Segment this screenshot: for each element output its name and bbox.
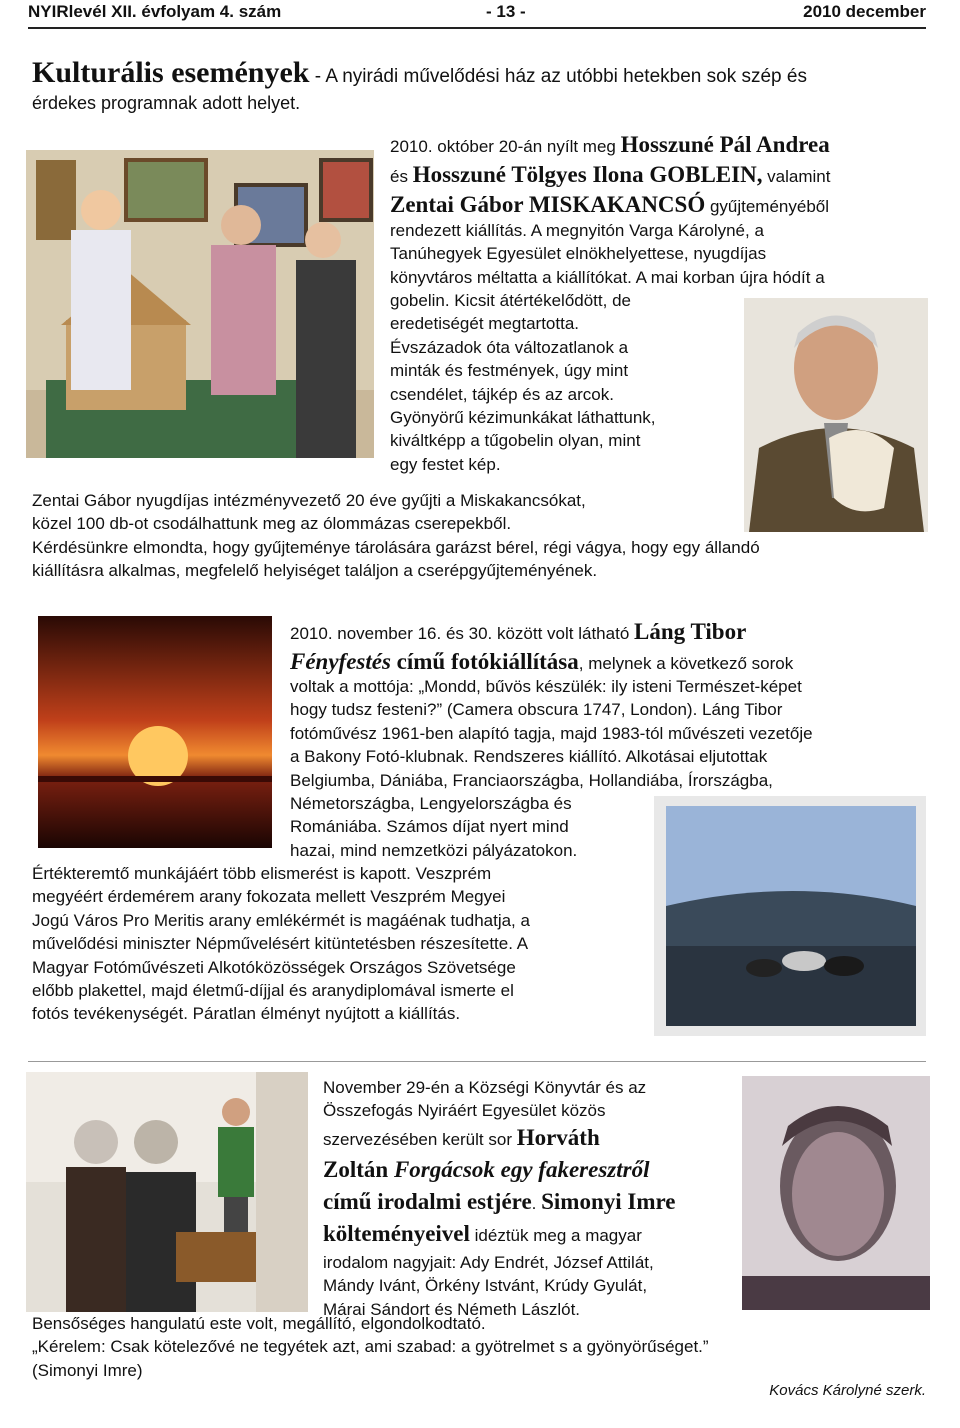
article2-line: a Bakony Fotó-klubnak. Rendszeres kiállító. Alkotásai eljutottak	[290, 747, 768, 767]
article3-body	[323, 1076, 727, 1321]
poet-portrait-photo	[742, 1076, 930, 1310]
exhibitor-name: Hosszuné Tölgyes Ilona GOBLEIN,	[412, 162, 763, 187]
exhibition-type: című fotókiállítása	[390, 649, 579, 674]
section-intro	[32, 58, 926, 92]
article3-text: idéztük meg a magyar	[469, 1225, 642, 1245]
intro-text-line2: érdekes programnak adott helyet.	[32, 93, 301, 113]
article1-line: Gyönyörű kézimunkákat láthattunk,	[390, 408, 656, 428]
sunset-photo	[38, 616, 272, 848]
article1-body	[390, 219, 926, 289]
article2-line: előbb plakettel, majd életmű-díjjal és aranydiplomával ismerte el	[32, 981, 514, 1001]
article2-text: , melynek a következő sorok	[578, 654, 794, 673]
article1-line: egy festet kép.	[390, 454, 501, 474]
article2-line: fotós tevékenységét. Páratlan élményt nyújtott a kiállítás.	[32, 1004, 461, 1024]
article2-lead	[290, 618, 926, 678]
article2-line: voltak a mottója: „Mondd, bűvös készülék: ily isteni Természet-képet	[290, 677, 802, 696]
poet-name: Simonyi Imre	[541, 1188, 676, 1214]
article2-body-narrow	[290, 792, 640, 862]
article2-line: Belgiumba, Dániába, Franciaországba, Hollandiába, Írországba,	[290, 770, 773, 790]
article1-closing-wide	[32, 536, 926, 583]
work-title: Forgácsok egy fakeresztről	[393, 1156, 650, 1182]
article3-line: Márai Sándort és Németh Lászlót.	[323, 1299, 581, 1319]
editor-signature: Kovács Károlyné szerk.	[769, 1382, 926, 1399]
article3-text: .	[531, 1193, 542, 1213]
article2-line: fotóművész 1961-ben alapító tagja, majd 1983-tól művészeti vezetője	[290, 723, 813, 743]
article2-line: Értékteremtő munkájáért több elismerést is kapott. Veszprém	[32, 864, 492, 883]
collector-name: Zentai Gábor MISKAKANCSÓ	[390, 192, 706, 217]
article1-body-narrow	[390, 289, 728, 476]
article3-text: szervezésében került sor	[323, 1129, 517, 1149]
article1-line: kiváltképp a tűgobelin olyan, mint	[390, 431, 641, 451]
article1-line: Kérdésünkre elmondta, hogy gyűjteménye tárolására garázst bérel, régi vágya, hogy egy állandó	[32, 538, 760, 557]
poet-works: költeményeivel	[323, 1220, 470, 1246]
article1-text: gyűjteményéből	[705, 197, 830, 216]
header-divider	[28, 27, 926, 29]
article2-line: Németországba, Lengyelországba és	[290, 794, 572, 813]
quote-attribution: (Simonyi Imre)	[32, 1360, 143, 1380]
article1-line: Tanúhegyek Egyesület elnökhelyettese, nyugdíjas	[390, 244, 767, 264]
article1-line: kiállításra alkalmas, megfelelő helyiséget találjon a cserépgyűjteményének.	[32, 561, 598, 581]
article3-line	[323, 1219, 727, 1251]
article3-line: Mándy Ivánt, Örkény Istvánt, Krúdy Gyulát,	[323, 1276, 648, 1296]
exhibition-title: Fényfestés	[290, 649, 391, 674]
article2-line: Romániába. Számos díjat nyert mind	[290, 817, 569, 837]
intro-text: - A nyirádi művelődési ház az utóbbi hetekben sok szép és	[309, 66, 807, 87]
page-header	[28, 0, 926, 26]
article3-line	[323, 1155, 727, 1187]
article2-line: hazai, mind nemzetközi pályázatokon.	[290, 840, 578, 860]
article1-line: minták és festmények, úgy mint	[390, 361, 629, 381]
horses-photo	[654, 796, 926, 1036]
article1-line: rendezett kiállítás. A megnyitón Varga Károlyné, a	[390, 221, 764, 240]
article1-text: 2010. október 20-án nyílt meg	[390, 137, 621, 156]
article1-line: eredetiségét megtartotta.	[390, 314, 580, 334]
exhibitor-name: Hosszuné Pál Andrea	[620, 132, 830, 157]
article1-line: gobelin. Kicsit átértékelődött, de	[390, 291, 631, 310]
article1-line: Évszázadok óta változatlanok a	[390, 337, 629, 357]
article2-line: hogy tudsz festeni?” (Camera obscura 1747, London). Láng Tibor	[290, 700, 783, 720]
section-title: Kulturális események	[32, 56, 310, 89]
article1-line: Zentai Gábor nyugdíjas intézményvezető 20 éve gyűjti a Miskakancsókat,	[32, 491, 586, 510]
article1-closing	[32, 489, 728, 536]
article1-line: csendélet, tájkép és az arcok.	[390, 384, 614, 404]
article1-text: és	[390, 167, 413, 186]
photographer-name: Láng Tibor	[634, 619, 747, 644]
article1-text: valamint	[762, 167, 831, 186]
header-page-number: - 13 -	[486, 2, 526, 21]
article2-body-lower	[32, 862, 636, 1026]
article3-line: Összefogás Nyiráért Egyesület közös	[323, 1101, 606, 1121]
section-divider	[28, 1061, 926, 1062]
author-name: Horváth	[516, 1124, 600, 1150]
article1-line: könyvtáros méltatta a kiállítókat. A mai korban újra hódít a	[390, 267, 825, 287]
article2-line: Magyar Fotóművészeti Alkotóközösségek Országos Szövetsége	[32, 957, 516, 977]
collector-photo	[744, 298, 928, 532]
article3-line: Bensőséges hangulatú este volt, megállító, elgondolkodtató.	[32, 1314, 486, 1333]
author-name: Zoltán	[323, 1156, 394, 1182]
article3-closing	[32, 1312, 926, 1382]
article1-line: közel 100 db-ot csodálhattunk meg az ólommázas cserepekből.	[32, 514, 512, 534]
exhibition-opening-photo	[26, 150, 374, 458]
article2-body	[290, 675, 926, 792]
literary-evening-photo	[26, 1072, 308, 1312]
article3-line	[323, 1123, 727, 1155]
article2-line: Jogú Város Pro Meritis arany emlékérmét is magáénak tudhatja, a	[32, 910, 530, 930]
article1-lead	[390, 131, 926, 221]
header-publication: NYIRlevél XII. évfolyam 4. szám	[28, 2, 282, 21]
article3-line: irodalom nagyjait: Ady Endrét, József Attilát,	[323, 1252, 654, 1272]
event-type: című irodalmi estjére	[323, 1188, 532, 1214]
article3-line: November 29-én a Községi Könyvtár és az	[323, 1078, 647, 1097]
article2-line: művelődési miniszter Népművelésért kitüntetésben részesítette. A	[32, 934, 529, 954]
header-date: 2010 december	[803, 2, 926, 21]
article2-line: megyéért érdemérem arany fokozata mellett Veszprém Megyei	[32, 887, 506, 907]
article2-text: 2010. november 16. és 30. között volt látható	[290, 624, 634, 643]
poem-quote: „Kérelem: Csak kötelezővé ne tegyétek azt, ami szabad: a gyötrelmet s a gyönyörűséget.”	[32, 1337, 709, 1357]
article3-line	[323, 1187, 727, 1219]
